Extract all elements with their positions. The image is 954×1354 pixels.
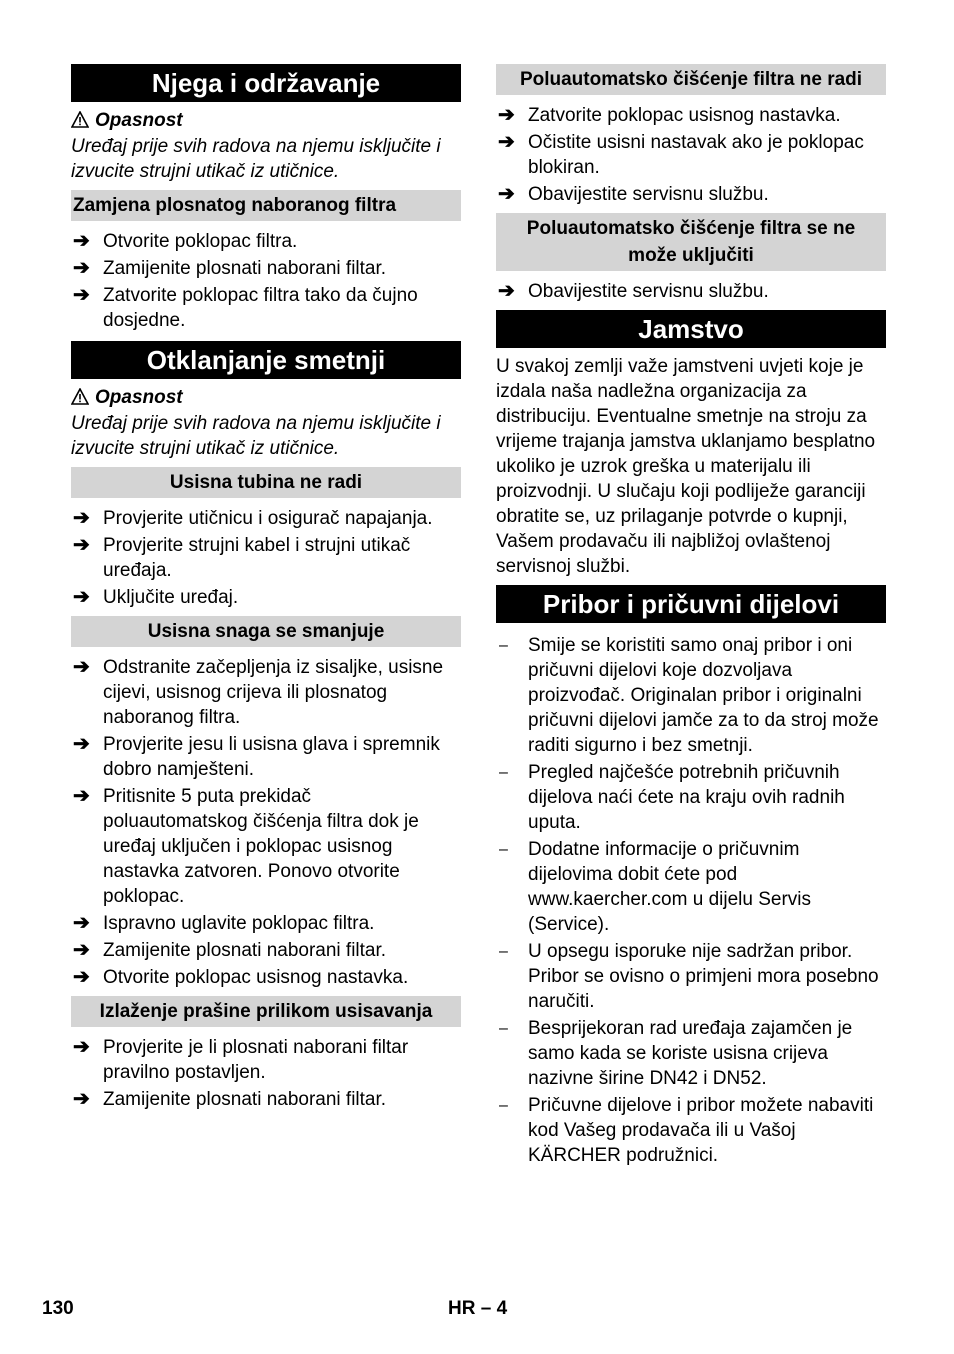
list-item: ➔ Zamijenite plosnati naborani filtar. [73,939,387,961]
list-item: ➔ Očistite usisni nastavak ako je poklopac blokiran. [498,131,864,178]
list-item: ➔ Obavijestite servisnu službu. [498,183,769,205]
list-item: ➔ Provjerite je li plosnati naborani filtar pravilno postavljen. [73,1036,409,1083]
list-item: – Dodatne informacije o pričuvnim dijelovima dobit ćete pod www.kaercher.com u dijelu Servis (Service). [499,839,811,935]
list-item: ➔ Obavijestite servisnu službu. [498,280,769,302]
arrow-icon: ➔ [73,912,90,934]
arrow-icon: ➔ [73,1036,90,1058]
list-item: – Besprijekoran rad uređaja zajamčen je samo kada se koriste usisna crijeva nazivne širine DN42 i DN52. [499,1018,853,1089]
arrow-icon: ➔ [73,534,90,556]
list-item: ➔ Provjerite utičnicu i osigurač napajanja. [73,507,433,529]
arrow-icon: ➔ [73,507,90,529]
warranty-text: U svakoj zemlji važe jamstveni uvjeti koje je izdala naša nadležna organizacija za distribuciju. Eventualne smetnje na stroju za vrijeme trajanja jamstva uklanjamo besplatno ukoliko je uzrok greška u materijalu ili proizvodnji. U slučaju koji podliježe garanciji obratite se, uz prilaganje potvrde o kupnji, Vašem prodavaču ili najbližoj ovlaštenoj servisnoj službi. [496,356,876,577]
arrow-icon: ➔ [73,230,90,252]
list-item: ➔ Ispravno uglavite poklopac filtra. [73,912,375,934]
subheading-filter-cleaning-fail: Poluautomatsko čišćenje filtra ne radi [496,64,886,95]
dash-bullet: – [499,764,508,781]
arrow-icon: ➔ [73,1088,90,1110]
step-list [71,1035,461,1112]
page-number: 130 [42,1298,74,1319]
step-list [496,103,886,207]
danger-label: Opasnost [95,387,183,408]
dash-bullet: – [499,841,508,858]
arrow-icon: ➔ [73,586,90,608]
left-column [71,64,461,1118]
subheading-turbine: Usisna tubina ne radi [71,467,461,498]
arrow-icon: ➔ [73,656,90,678]
arrow-icon: ➔ [498,131,515,153]
danger-text: Uređaj prije svih radova na njemu isključite i izvucite strujni utikač iz utičnice. [71,136,441,182]
danger-text: Uređaj prije svih radova na njemu isključite i izvucite strujni utikač iz utičnice. [71,413,441,459]
arrow-icon: ➔ [498,104,515,126]
list-item: – Smije se koristiti samo onaj pribor i oni pričuvni dijelovi koje dozvoljava proizvođač. Originalan pribor i originalni pričuvni dijelovi jamče za to da stroj može raditi sigurno i bez smetnji. [499,635,879,756]
list-item: ➔ Zatvorite poklopac filtra tako da čujno dosjedne. [73,284,418,331]
list-item: – Pregled najčešće potrebnih pričuvnih dijelova naći ćete na kraju ovih radnih uputa. [499,762,845,833]
dash-bullet: – [499,943,508,960]
danger-heading [71,108,461,134]
arrow-icon: ➔ [73,939,90,961]
step-list [71,506,461,610]
list-item: ➔ Zamijenite plosnati naborani filtar. [73,1088,387,1110]
arrow-icon: ➔ [73,785,90,807]
section-title-care: Njega i održavanje [71,64,461,102]
right-column [496,64,886,1174]
warning-triangle-icon [71,388,89,405]
arrow-icon: ➔ [73,966,90,988]
arrow-icon: ➔ [73,284,90,306]
list-item: ➔ Zatvorite poklopac usisnog nastavka. [498,104,841,126]
arrow-icon: ➔ [498,280,515,302]
list-item: ➔ Uključite uređaj. [73,586,239,608]
step-list [71,655,461,990]
subheading-dust-leak: Izlaženje prašine prilikom usisavanja [71,996,461,1027]
warning-triangle-icon [71,111,89,128]
language-page-label: HR – 4 [448,1298,508,1319]
dash-bullet: – [499,1020,508,1037]
danger-heading [71,385,461,411]
list-item: ➔ Odstranite začepljenja iz sisaljke, usisne cijevi, usisnog crijeva ili plosnatog naboranog filtra. [73,656,444,728]
list-item: ➔ Zamijenite plosnati naborani filtar. [73,257,387,279]
subheading-suction-power: Usisna snaga se smanjuje [71,616,461,647]
step-list [71,229,461,333]
section-title-accessories: Pribor i pričuvni dijelovi [496,585,886,623]
dash-bullet: – [499,637,508,654]
arrow-icon: ➔ [498,183,515,205]
accessories-list [496,633,886,1168]
section-title-troubleshooting: Otklanjanje smetnji [71,341,461,379]
subheading-filter-replace: Zamjena plosnatog naboranog filtra [71,190,461,221]
list-item: – Pričuvne dijelove i pribor možete nabaviti kod Vašeg prodavača ili u Vašoj KÄRCHER podružnici. [499,1095,874,1166]
subheading-filter-cleaning-switch: Poluautomatsko čišćenje filtra se ne može uključiti [496,213,886,271]
list-item: ➔ Provjerite jesu li usisna glava i spremnik dobro namješteni. [73,733,440,780]
dash-bullet: – [499,1097,508,1114]
list-item: ➔ Provjerite strujni kabel i strujni utikač uređaja. [73,534,411,581]
list-item: ➔ Pritisnite 5 puta prekidač poluautomatskog čišćenja filtra dok je uređaj uključen i poklopac usisnog nastavka zatvoren. Ponovo otvorite poklopac. [73,785,419,907]
danger-label: Opasnost [95,110,183,131]
step-list [496,279,886,304]
list-item: ➔ Otvorite poklopac usisnog nastavka. [73,966,409,988]
list-item: ➔ Otvorite poklopac filtra. [73,230,298,252]
list-item: – U opsegu isporuke nije sadržan pribor. Pribor se ovisno o primjeni mora posebno naručiti. [499,941,879,1012]
arrow-icon: ➔ [73,257,90,279]
arrow-icon: ➔ [73,733,90,755]
section-title-warranty: Jamstvo [496,310,886,348]
